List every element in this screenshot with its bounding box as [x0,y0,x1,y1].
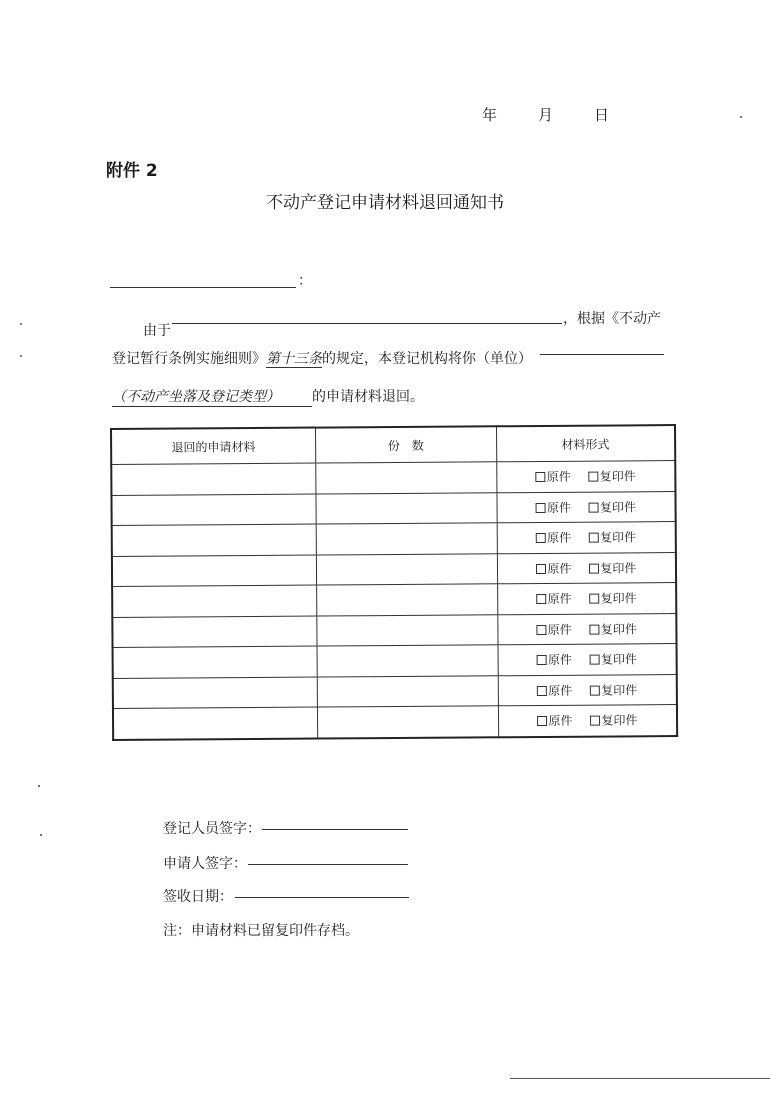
copy-checkbox-icon[interactable] [589,502,599,512]
count-cell[interactable] [317,645,498,677]
original-option[interactable] [537,621,572,638]
recipient-blank[interactable] [110,287,296,288]
original-option[interactable] [536,529,571,546]
scan-speck [20,355,22,357]
count-cell[interactable] [316,614,497,646]
count-cell[interactable] [315,462,496,494]
material-cell[interactable] [112,555,316,587]
copy-option[interactable] [590,651,637,668]
copy-checkbox-icon[interactable] [590,685,600,695]
header-form: 材料形式 [496,425,675,462]
copy-option[interactable] [590,620,637,637]
table-row [112,522,676,556]
original-checkbox-icon[interactable] [537,686,547,696]
scan-speck [40,834,42,836]
article-number: 第十三条 [266,351,322,367]
attachment-label: 附件 2 [106,161,158,181]
original-checkbox-icon[interactable] [536,564,546,574]
original-checkbox-icon[interactable] [537,655,547,665]
receipt-date-line[interactable] [235,897,409,898]
scan-speck [20,323,22,325]
copy-label: 复印件 [600,530,637,545]
table-row [111,461,675,495]
original-label: 原件 [546,500,571,515]
copy-option[interactable] [590,681,637,698]
scan-speck [740,116,742,118]
copy-option[interactable] [590,712,637,729]
scan-edge-line [510,1078,770,1079]
original-label: 原件 [548,714,573,729]
copy-option[interactable] [589,529,636,546]
copy-label: 复印件 [600,591,637,606]
original-option[interactable] [537,712,572,729]
original-checkbox-icon[interactable] [537,716,547,726]
copy-checkbox-icon[interactable] [590,716,600,726]
archive-note: 注：申请材料已留复印件存档。 [163,923,359,939]
copy-option[interactable] [590,590,637,607]
original-option[interactable] [537,651,572,668]
copy-option[interactable] [589,468,636,485]
original-label: 原件 [547,531,572,546]
form-cell [498,705,677,737]
copy-label: 复印件 [599,500,637,515]
count-cell[interactable] [316,584,497,616]
applicant-signature-label: 申请人签字： [163,856,247,872]
copy-checkbox-icon[interactable] [589,533,599,543]
reason-blank[interactable] [172,323,562,324]
copy-label: 复印件 [600,652,638,667]
form-cell [497,552,676,584]
copy-checkbox-icon[interactable] [590,624,600,634]
count-cell[interactable] [316,553,497,585]
material-cell[interactable] [112,524,316,556]
returned-materials-table [110,424,678,740]
date-day-label: 日 [594,106,610,124]
original-checkbox-icon[interactable] [536,533,546,543]
original-option[interactable] [536,560,571,577]
form-cell [497,522,676,554]
form-cell [498,613,677,645]
original-option[interactable] [537,590,572,607]
original-label: 原件 [547,622,572,637]
table-row [112,552,676,586]
applicant-signature-line[interactable] [248,864,408,865]
copy-label: 复印件 [599,469,636,484]
copy-option[interactable] [589,498,636,515]
material-cell[interactable] [113,707,317,739]
header-count: 份 数 [315,426,496,463]
form-cell [498,674,677,706]
table-row [112,583,676,617]
copy-label: 复印件 [600,622,637,637]
count-cell[interactable] [316,523,497,555]
count-cell[interactable] [317,706,498,738]
form-cell [497,461,676,493]
copy-checkbox-icon[interactable] [589,472,599,482]
original-label: 原件 [547,592,572,607]
table-row [111,491,675,525]
original-checkbox-icon[interactable] [536,472,546,482]
date-month-label: 月 [538,106,554,124]
original-label: 原件 [547,653,573,668]
original-checkbox-icon[interactable] [537,625,547,635]
reason-prefix: 由于 [143,323,171,339]
copy-checkbox-icon[interactable] [590,594,600,604]
document-title: 不动产登记申请材料退回通知书 [266,193,504,213]
table-row [113,705,677,740]
copy-label: 复印件 [601,683,638,698]
form-cell [497,583,676,615]
registrar-signature-line[interactable] [262,829,408,830]
material-cell[interactable] [113,677,317,709]
original-label: 原件 [548,683,573,698]
copy-label: 复印件 [600,561,637,576]
regulation-middle: 的规定，本登记机构将你（单位） [322,351,532,367]
regulation-line [112,348,532,368]
receipt-date-label: 签收日期： [163,889,233,905]
original-checkbox-icon[interactable] [537,594,547,604]
count-cell[interactable] [316,492,497,524]
material-cell[interactable] [112,585,316,617]
table-header-row [111,425,675,464]
copy-checkbox-icon[interactable] [589,563,599,573]
property-location-placeholder[interactable]: （不动产坐落及登记类型） [112,386,312,407]
table-row [113,674,677,708]
count-cell[interactable] [317,675,498,707]
copy-label: 复印件 [601,713,638,728]
form-cell [498,644,677,676]
original-checkbox-icon[interactable] [536,503,546,513]
regulation-prefix: 登记暂行条例实施细则》 [112,351,266,367]
registrar-signature-label: 登记人员签字： [163,821,261,837]
original-label: 原件 [546,470,571,485]
original-label: 原件 [547,561,572,576]
property-line [112,386,424,407]
unit-blank[interactable] [540,354,664,355]
table-row [112,613,676,647]
original-option[interactable] [536,499,571,516]
salutation-colon: ： [298,273,312,289]
date-year-label: 年 [482,106,498,124]
return-suffix: 的申请材料退回。 [312,389,424,405]
material-cell[interactable] [111,463,315,495]
material-cell[interactable] [113,646,317,678]
table-row [113,644,677,678]
reason-suffix: ，根据《不动产 [563,311,661,327]
header-material: 退回的申请材料 [111,428,315,465]
material-cell[interactable] [111,494,315,526]
copy-option[interactable] [589,559,636,576]
scan-speck [38,785,40,787]
copy-checkbox-icon[interactable] [590,655,600,665]
original-option[interactable] [537,682,572,699]
original-option[interactable] [536,468,571,485]
form-cell [497,491,676,523]
material-cell[interactable] [112,616,316,648]
